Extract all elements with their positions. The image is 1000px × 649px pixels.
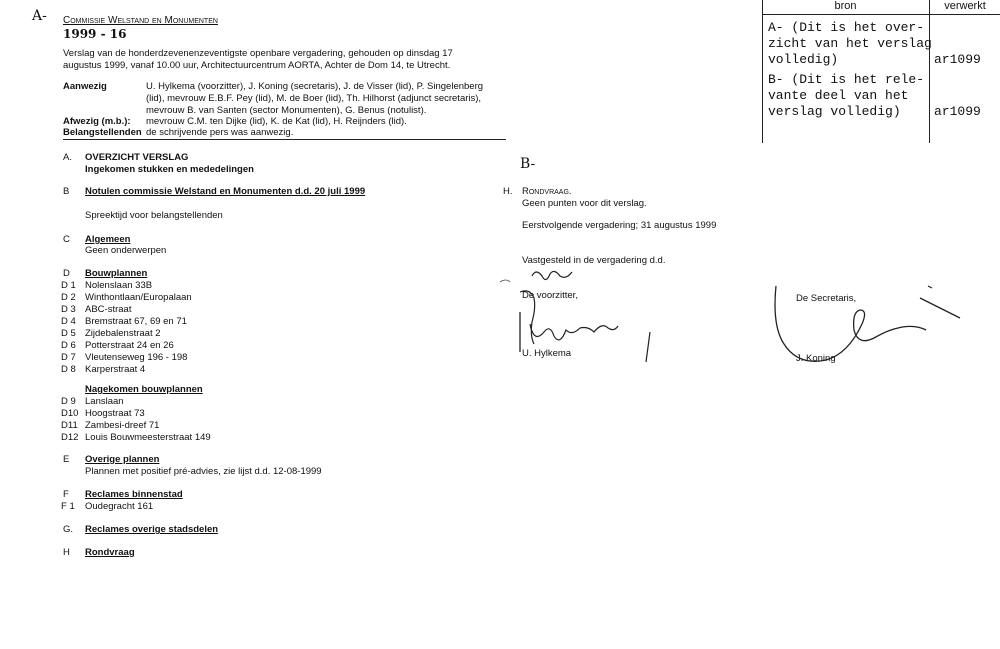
column-header-verwerkt: verwerkt bbox=[944, 0, 986, 12]
list-item-code: D 8 bbox=[61, 364, 76, 375]
late-plans-title: Nagekomen bouwplannen bbox=[85, 384, 203, 395]
list-item: Potterstraat 24 en 26 bbox=[85, 340, 174, 351]
list-item: Zambesi-dreef 71 bbox=[85, 420, 160, 431]
list-item-code: D 1 bbox=[61, 280, 76, 291]
list-item: ABC-straat bbox=[85, 304, 132, 315]
section-e-subtitle: Plannen met positief pré-advies, zie lijst d.d. 12-08-1999 bbox=[85, 466, 322, 477]
list-item: Zijdebalenstraat 2 bbox=[85, 328, 161, 339]
organisation-name: Commissie Welstand en Monumenten bbox=[63, 15, 218, 26]
marker-a: A- bbox=[32, 8, 47, 24]
interested-text: de schrijvende pers was aanwezig. bbox=[146, 127, 294, 138]
document-number: 1999 - 16 bbox=[63, 27, 127, 41]
header-divider bbox=[63, 139, 506, 140]
intro-line-1: Verslag van de honderdzevenenzeventigste openbare vergadering, gehouden op dinsdag 17 bbox=[63, 48, 453, 59]
secretary-label: De Secretaris, bbox=[796, 293, 857, 304]
section-g-title: Reclames overige stadsdelen bbox=[85, 524, 219, 535]
section-g-code: G. bbox=[63, 524, 74, 535]
list-item: Vleutenseweg 196 - 198 bbox=[85, 352, 188, 363]
chair-signature bbox=[490, 262, 670, 372]
section-a-subtitle: Ingekomen stukken en mededelingen bbox=[85, 164, 254, 175]
adopted-line: Vastgesteld in de vergadering d.d. bbox=[522, 255, 666, 266]
rondvraag-text: Geen punten voor dit verslag. bbox=[522, 198, 647, 209]
list-item-code: D 7 bbox=[61, 352, 76, 363]
section-f-title: Reclames binnenstad bbox=[85, 489, 183, 500]
section-d-code: D bbox=[63, 268, 70, 279]
present-line-2: (lid), mevrouw E.B.F. Pey (lid), M. de Boer (lid), Th. Hilhorst (adjunct secretaris), bbox=[146, 93, 482, 104]
section-h-title: Rondvraag bbox=[85, 547, 135, 558]
list-item-code: D 3 bbox=[61, 304, 76, 315]
secretary-name: J. Koning bbox=[796, 353, 836, 364]
intro-line-2: augustus 1999, vanaf 10.00 uur, Architectuurcentrum AORTA, Achter de Dom 14, te Utrecht. bbox=[63, 60, 451, 71]
section-a-code: A. bbox=[63, 152, 72, 163]
table-cell-verwerkt: ar1099 bbox=[934, 104, 981, 119]
present-label: Aanwezig bbox=[63, 81, 107, 92]
list-item-code: D 6 bbox=[61, 340, 76, 351]
section-d-title: Bouwplannen bbox=[85, 268, 148, 279]
section-b-code: B bbox=[63, 186, 70, 197]
list-item: Winthontlaan/Europalaan bbox=[85, 292, 192, 303]
absent-label: Afwezig (m.b.): bbox=[63, 116, 131, 127]
section-e-title: Overige plannen bbox=[85, 454, 160, 465]
section-a-title: OVERZICHT VERSLAG bbox=[85, 152, 189, 163]
section-c-code: C bbox=[63, 234, 70, 245]
list-item: Oudegracht 161 bbox=[85, 501, 154, 512]
section-c-title: Algemeen bbox=[85, 234, 131, 245]
list-item-code: D 2 bbox=[61, 292, 76, 303]
list-item-code: D12 bbox=[61, 432, 79, 443]
interested-label: Belangstellenden bbox=[63, 127, 142, 138]
table-border bbox=[762, 0, 763, 143]
rondvraag-title: Rondvraag. bbox=[522, 186, 572, 197]
present-line-3: mevrouw B. van Santen (sector Monumenten), G. Benus (notulist). bbox=[146, 105, 427, 116]
list-item-code: D10 bbox=[61, 408, 79, 419]
chair-label: De voorzitter, bbox=[522, 290, 578, 301]
secretary-signature bbox=[770, 282, 970, 372]
list-item: Hoogstraat 73 bbox=[85, 408, 145, 419]
table-border bbox=[762, 14, 1000, 15]
table-cell-verwerkt: ar1099 bbox=[934, 52, 981, 67]
rondvraag-code: H. bbox=[503, 186, 513, 197]
present-line-1: U. Hylkema (voorzitter), J. Koning (secretaris), J. de Visser (lid), P. Singelenberg bbox=[146, 81, 484, 92]
section-e-code: E bbox=[63, 454, 70, 465]
list-item-code: D 9 bbox=[61, 396, 76, 407]
section-b-title: Notulen commissie Welstand en Monumenten d.d. 20 juli 1999 bbox=[85, 186, 366, 197]
next-meeting: Eerstvolgende vergadering; 31 augustus 1999 bbox=[522, 220, 717, 231]
table-cell-bron: B- (Dit is het rele- vante deel van het verslag volledig) bbox=[768, 72, 925, 119]
absent-text: mevrouw C.M. ten Dijke (lid), K. de Kat (lid), H. Reijnders (lid). bbox=[146, 116, 407, 127]
table-cell-bron: A- (Dit is het over- zicht van het verslag volledig) bbox=[768, 20, 932, 67]
list-item-code: D11 bbox=[61, 420, 78, 431]
marker-b: B- bbox=[520, 156, 536, 172]
section-h-code: H bbox=[63, 547, 70, 558]
list-item-code: D 5 bbox=[61, 328, 76, 339]
section-f-code: F bbox=[63, 489, 69, 500]
list-item: Nolenslaan 33B bbox=[85, 280, 153, 291]
list-item: Lanslaan bbox=[85, 396, 124, 407]
section-b-subtitle: Spreektijd voor belangstellenden bbox=[85, 210, 223, 221]
list-item-code: F 1 bbox=[61, 501, 75, 512]
section-c-subtitle: Geen onderwerpen bbox=[85, 245, 167, 256]
list-item: Bremstraat 67, 69 en 71 bbox=[85, 316, 187, 327]
list-item-code: D 4 bbox=[61, 316, 76, 327]
list-item: Karperstraat 4 bbox=[85, 364, 146, 375]
column-header-bron: bron bbox=[834, 0, 857, 12]
list-item: Louis Bouwmeesterstraat 149 bbox=[85, 432, 211, 443]
chair-name: U. Hylkema bbox=[522, 348, 572, 359]
